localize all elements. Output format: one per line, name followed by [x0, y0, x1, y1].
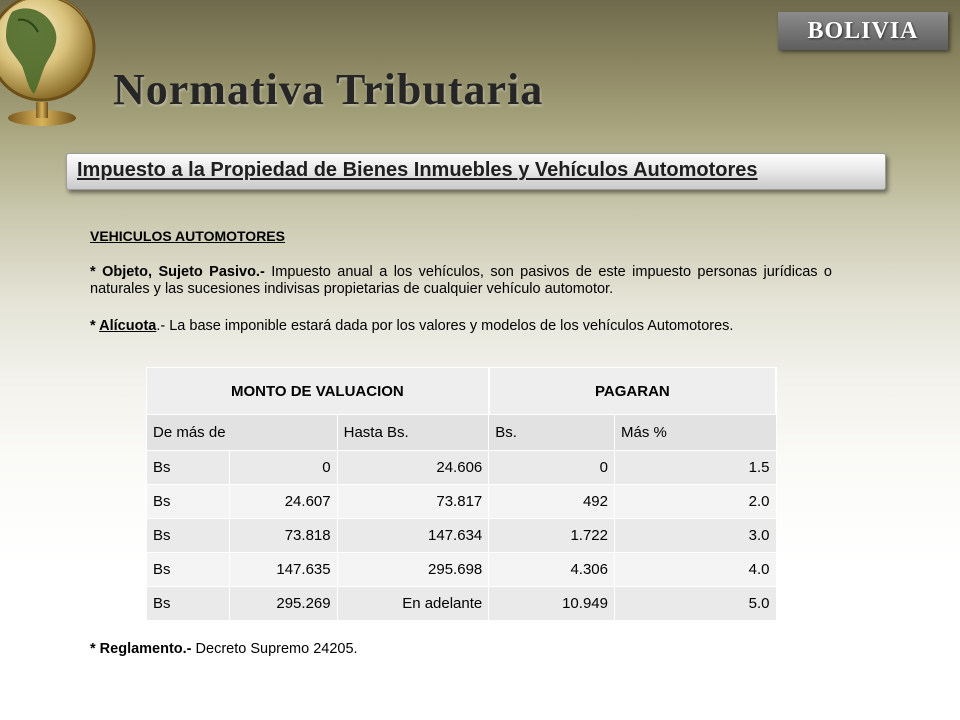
cell-pay: 4.306: [489, 553, 615, 587]
reglamento-label: * Reglamento.-: [90, 641, 192, 657]
table-row: [147, 587, 777, 621]
table-row: [147, 485, 777, 519]
cell-pct: 3.0: [614, 519, 776, 553]
cell-pay: 10.949: [489, 587, 615, 621]
reglamento-text: Decreto Supremo 24205.: [191, 641, 358, 657]
valuation-table: [146, 367, 777, 621]
cell-from: 73.818: [229, 519, 337, 553]
subheading: VEHICULOS AUTOMOTORES: [90, 228, 285, 244]
cell-to: 73.817: [337, 485, 489, 519]
cell-to: 147.634: [337, 519, 489, 553]
cell-to: 295.698: [337, 553, 489, 587]
section-banner-title: Impuesto a la Propiedad de Bienes Inmuebles y Vehículos Automotores: [77, 159, 758, 181]
content-area: [90, 228, 832, 334]
cell-pct: 1.5: [614, 451, 776, 485]
header-pagaran: PAGARAN: [489, 368, 776, 415]
objeto-paragraph: [90, 264, 832, 298]
cell-pay: 492: [489, 485, 615, 519]
cell-from: 24.607: [229, 485, 337, 519]
objeto-text: Impuesto anual a los vehículos, son pasivos de este impuesto personas jurídicas o naturales y las sucesiones indivisas propietarias de cualquier vehículo automotor.: [90, 264, 832, 297]
globe-icon: [0, 0, 100, 140]
cell-pay: 0: [489, 451, 615, 485]
country-badge: BOLIVIA: [778, 12, 948, 50]
alicuota-label: Alícuota: [99, 318, 157, 334]
header-bs: Bs.: [489, 415, 615, 451]
header-monto-valuacion: MONTO DE VALUACION: [147, 368, 489, 415]
table-row: [147, 519, 777, 553]
objeto-label: * Objeto, Sujeto Pasivo.-: [90, 264, 265, 280]
cell-from: 0: [229, 451, 337, 485]
cell-currency: Bs: [147, 451, 230, 485]
cell-pct: 2.0: [614, 485, 776, 519]
cell-pct: 4.0: [614, 553, 776, 587]
cell-from: 147.635: [229, 553, 337, 587]
cell-to: En adelante: [337, 587, 489, 621]
cell-currency: Bs: [147, 553, 230, 587]
cell-from: 295.269: [229, 587, 337, 621]
page-title: Normativa Tributaria: [113, 65, 544, 114]
cell-pct: 5.0: [614, 587, 776, 621]
section-banner: [66, 153, 886, 190]
reglamento-paragraph: [90, 641, 358, 657]
cell-currency: Bs: [147, 485, 230, 519]
alicuota-paragraph: [90, 318, 832, 335]
table-row: [147, 451, 777, 485]
alicuota-prefix: *: [90, 318, 100, 334]
alicuota-text: .- La base imponible estará dada por los valores y modelos de los vehículos Automotores.: [156, 318, 734, 334]
table-group-header-row: [147, 368, 777, 415]
cell-currency: Bs: [147, 519, 230, 553]
cell-currency: Bs: [147, 587, 230, 621]
header-mas-pct: Más %: [614, 415, 776, 451]
table-sub-header-row: [147, 415, 777, 451]
table-row: [147, 553, 777, 587]
cell-pay: 1.722: [489, 519, 615, 553]
cell-to: 24.606: [337, 451, 489, 485]
header-hasta: Hasta Bs.: [337, 415, 489, 451]
header-de-mas-de: De más de: [147, 415, 338, 451]
